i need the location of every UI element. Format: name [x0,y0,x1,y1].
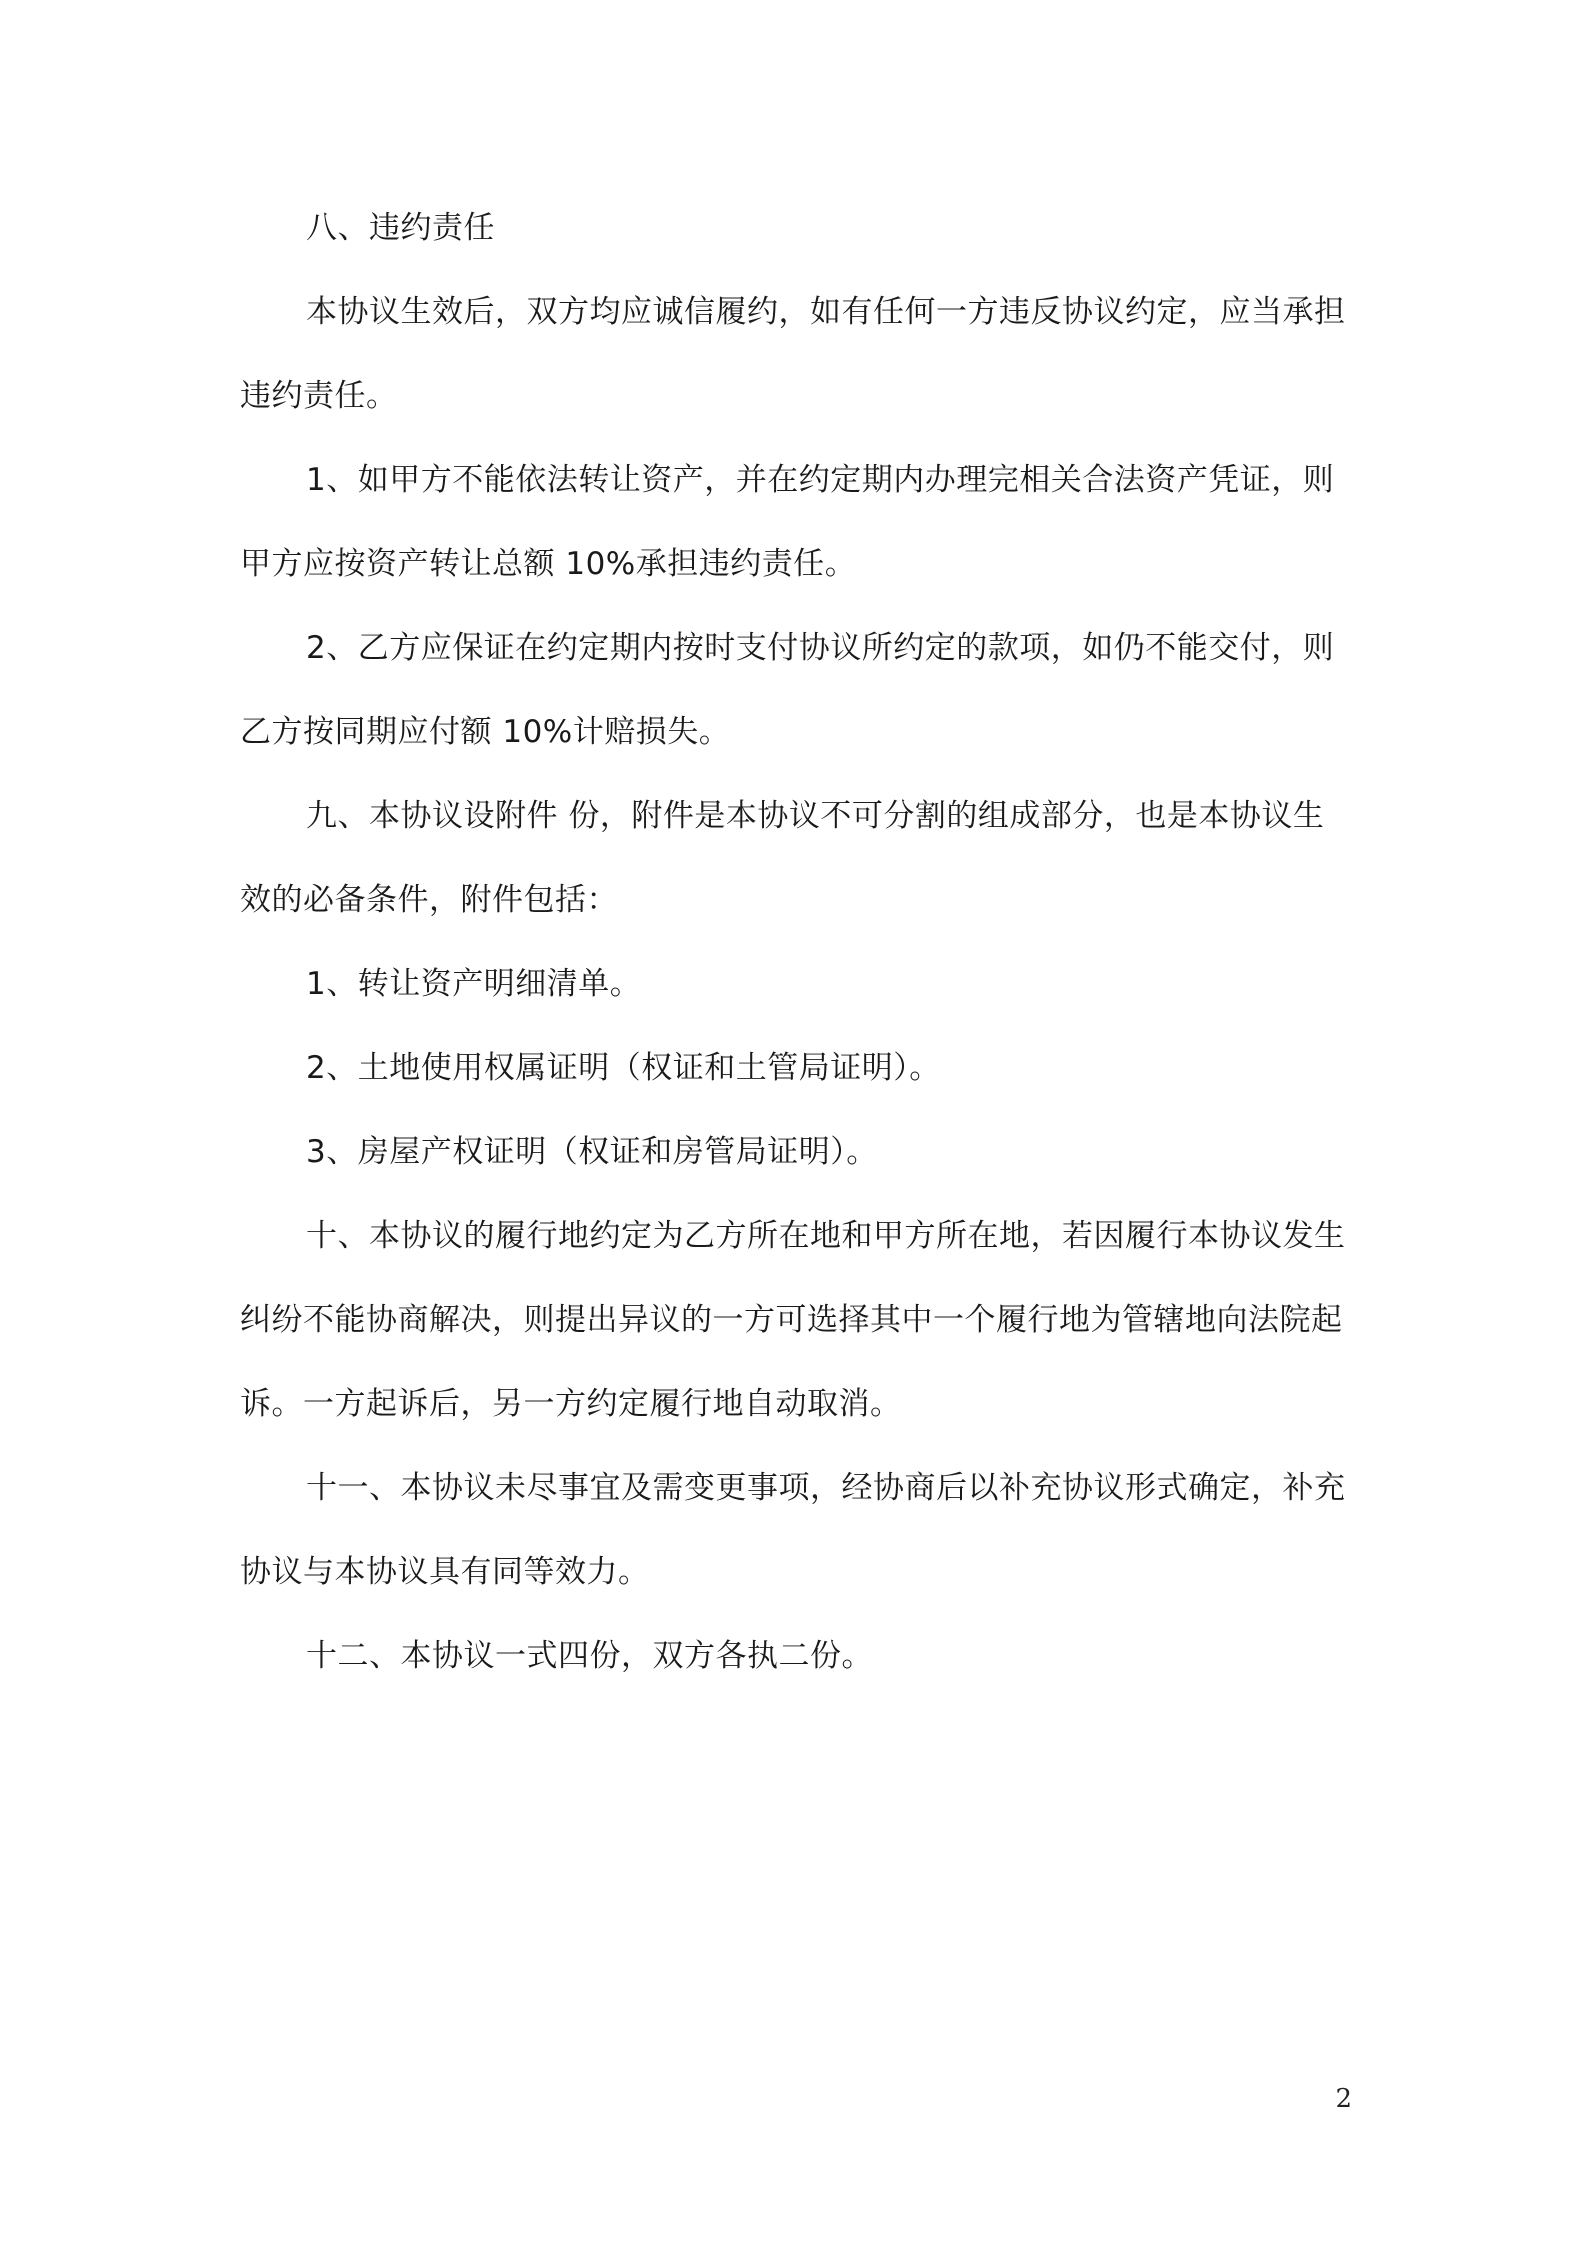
paragraph-line: 甲方应按资产转让总额 10%承担违约责任。 [240,546,857,582]
paragraph-line: 协议与本协议具有同等效力。 [240,1554,650,1590]
paragraph-line: 本协议生效后，双方均应诚信履约，如有任何一方违反协议约定，应当承担 [306,294,1346,330]
paragraph-line: 1、如甲方不能依法转让资产，并在约定期内办理完相关合法资产凭证，则 [306,462,1335,498]
section-8-heading: 八、违约责任 [306,210,495,246]
paragraph-line: 诉。一方起诉后，另一方约定履行地自动取消。 [240,1386,902,1422]
attachment-list-item: 3、房屋产权证明（权证和房管局证明）。 [306,1134,878,1170]
section-10-paragraph: 十、本协议的履行地约定为乙方所在地和甲方所在地，若因履行本协议发生 [306,1218,1346,1254]
section-12-paragraph: 十二、本协议一式四份，双方各执二份。 [306,1638,873,1674]
paragraph-line: 纠纷不能协商解决，则提出异议的一方可选择其中一个履行地为管辖地向法院起 [240,1302,1343,1338]
attachment-list-item: 1、转让资产明细清单。 [306,966,642,1002]
page-number: 2 [1335,2084,1352,2114]
paragraph-line: 乙方按同期应付额 10%计赔损失。 [240,714,731,750]
paragraph-line: 违约责任。 [240,378,398,414]
section-9-paragraph: 九、本协议设附件 份，附件是本协议不可分割的组成部分，也是本协议生 [306,798,1325,834]
paragraph-line: 效的必备条件，附件包括： [240,882,618,918]
attachment-list-item: 2、土地使用权属证明（权证和土管局证明）。 [306,1050,941,1086]
paragraph-line: 2、乙方应保证在约定期内按时支付协议所约定的款项，如仍不能交付，则 [306,630,1335,666]
section-11-paragraph: 十一、本协议未尽事宜及需变更事项，经协商后以补充协议形式确定，补充 [306,1470,1346,1506]
